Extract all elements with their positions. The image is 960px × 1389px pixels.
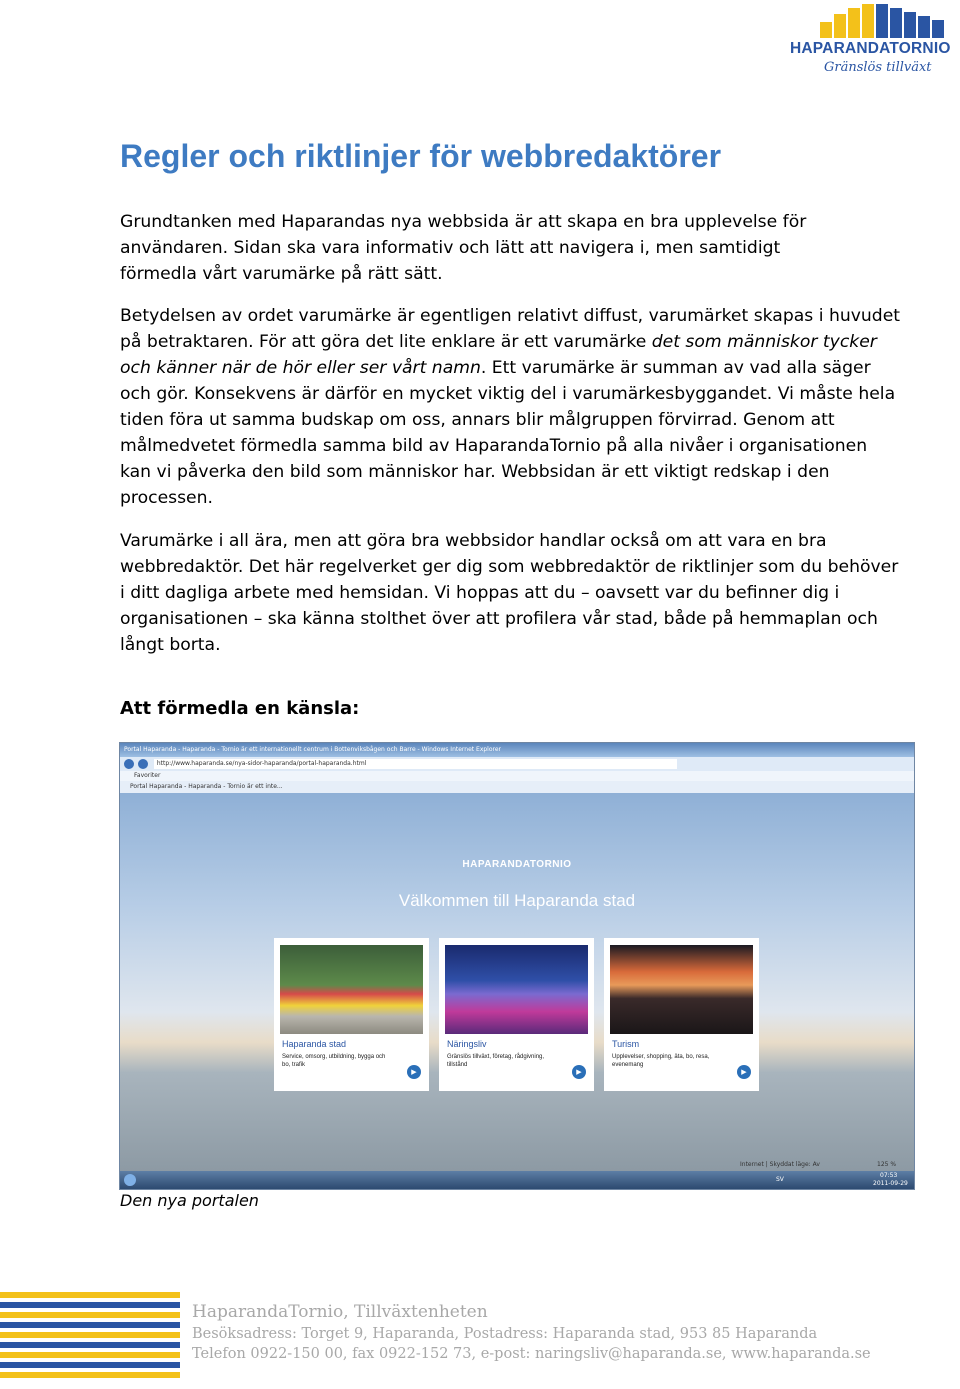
card-description: Upplevelser, shopping, äta, bo, resa, evenemang <box>612 1054 710 1068</box>
browser-address-bar <box>120 757 914 771</box>
card-naringsliv <box>439 938 594 1091</box>
flowers-image <box>280 945 423 1034</box>
intro-line-2: användaren. Sidan ska vara informativ och lätt att navigera i, men samtidigt <box>120 238 781 258</box>
card-title: Haparanda stad <box>282 1039 347 1049</box>
footer-contact <box>192 1302 871 1362</box>
card-description: Gränslös tillväxt, företag, rådgivning, tillstånd <box>447 1054 545 1068</box>
forward-icon <box>138 759 148 769</box>
browser-titlebar: Portal Haparanda - Haparanda - Tornio är ett internationellt centrum i Bottenviksbågen och Barre - Windows Internet Explorer <box>120 743 914 757</box>
favorites-label: Favoriter <box>134 772 161 779</box>
card-description: Service, omsorg, utbildning, bygga och bo, trafik <box>282 1054 386 1068</box>
zoom-level: 125 % <box>877 1161 897 1168</box>
portal-screenshot <box>119 742 915 1190</box>
address-field: http://www.haparanda.se/nya-sidor-haparanda/portal-haparanda.html <box>154 759 677 769</box>
sunset-image <box>610 945 753 1034</box>
card-turism <box>604 938 759 1091</box>
card-title: Turism <box>612 1039 640 1049</box>
section-heading: Att förmedla en känsla: <box>120 698 360 719</box>
footer-organization: HaparandaTornio, Tillväxtenheten <box>192 1302 488 1322</box>
intro-paragraph <box>120 209 900 287</box>
start-button-icon <box>124 1174 136 1186</box>
brand-text-2: . Ett varumärke är summan av vad alla säger och gör. Konsekvens är därför en mycket viktig del i varumärkesbyggandet. Vi måste hela tiden föra ut samma budskap om oss, annars blir målgruppen förvirrad. Genom att målmedvetet förmedla samma bild av HaparandaTornio på alla nivåer i organisationen kan vi påverka den bild som människor har. Webbsidan är ett viktigt redskap i den processen. <box>120 358 896 508</box>
editor-paragraph: Varumärke i all ära, men att göra bra webbsidor handlar också om att vara en bra webbredaktör. Det här regelverket ger dig som webbredaktör de riktlinjer som du behöver i ditt dagliga arbete med hemsidan. Vi hoppas att du – oavsett var du befinner dig i organisationen – ska känna stolthet över att profilera vår stad, både på hemmaplan och långt borta. <box>120 531 899 655</box>
language-indicator: SV <box>776 1176 784 1183</box>
portal-content <box>120 793 914 1171</box>
clock-time: 07:53 <box>880 1172 898 1179</box>
portal-logo: HAPARANDATORNIO <box>462 859 572 870</box>
footer-stripes <box>0 1292 180 1382</box>
browser-tab: Portal Haparanda - Haparanda - Tornio är ett inte... <box>130 783 283 790</box>
clock-date: 2011-09-29 <box>873 1180 908 1187</box>
intro-line-3: förmedla vårt varumärke på rätt sätt. <box>120 264 443 284</box>
intro-line-1: Grundtanken med Haparandas nya webbsida är att skapa en bra upplevelse för <box>120 212 807 232</box>
back-icon <box>124 759 134 769</box>
status-zone: Internet | Skyddat läge: Av <box>740 1161 820 1168</box>
page-title: Regler och riktlinjer för webbredaktörer <box>120 138 722 174</box>
taskbar <box>120 1161 914 1189</box>
play-arrow-icon: ▶ <box>572 1065 586 1079</box>
brand-definition: det som människor tycker och känner när de hör eller ser vårt namn <box>120 332 877 378</box>
brand-text-1: Betydelsen av ordet varumärke är egentligen relativt diffust, varumärket skapas i huvudet på betraktaren. För att göra det lite enklare är ett varumärke <box>120 306 901 352</box>
footer-phone-email: Telefon 0922-150 00, fax 0922-152 73, e-post: naringsliv@haparanda.se, www.haparanda.se <box>192 1346 871 1362</box>
logo-bars-icon <box>820 4 960 38</box>
favorites-bar <box>120 771 914 781</box>
logo-name: HAPARANDATORNIO <box>790 40 951 57</box>
figure-caption: Den nya portalen <box>120 1191 259 1210</box>
card-title: Näringsliv <box>447 1039 487 1049</box>
portal-welcome: Välkommen till Haparanda stad <box>398 891 636 910</box>
play-arrow-icon: ▶ <box>737 1065 751 1079</box>
brand-paragraph <box>120 303 900 511</box>
building-image <box>445 945 588 1034</box>
footer-address: Besöksadress: Torget 9, Haparanda, Postadress: Haparanda stad, 953 85 Haparanda <box>192 1326 818 1342</box>
play-arrow-icon: ▶ <box>407 1065 421 1079</box>
card-haparanda-stad <box>274 938 429 1091</box>
logo-tagline: Gränslös tillväxt <box>824 60 932 75</box>
haparandatornio-logo <box>790 2 960 82</box>
